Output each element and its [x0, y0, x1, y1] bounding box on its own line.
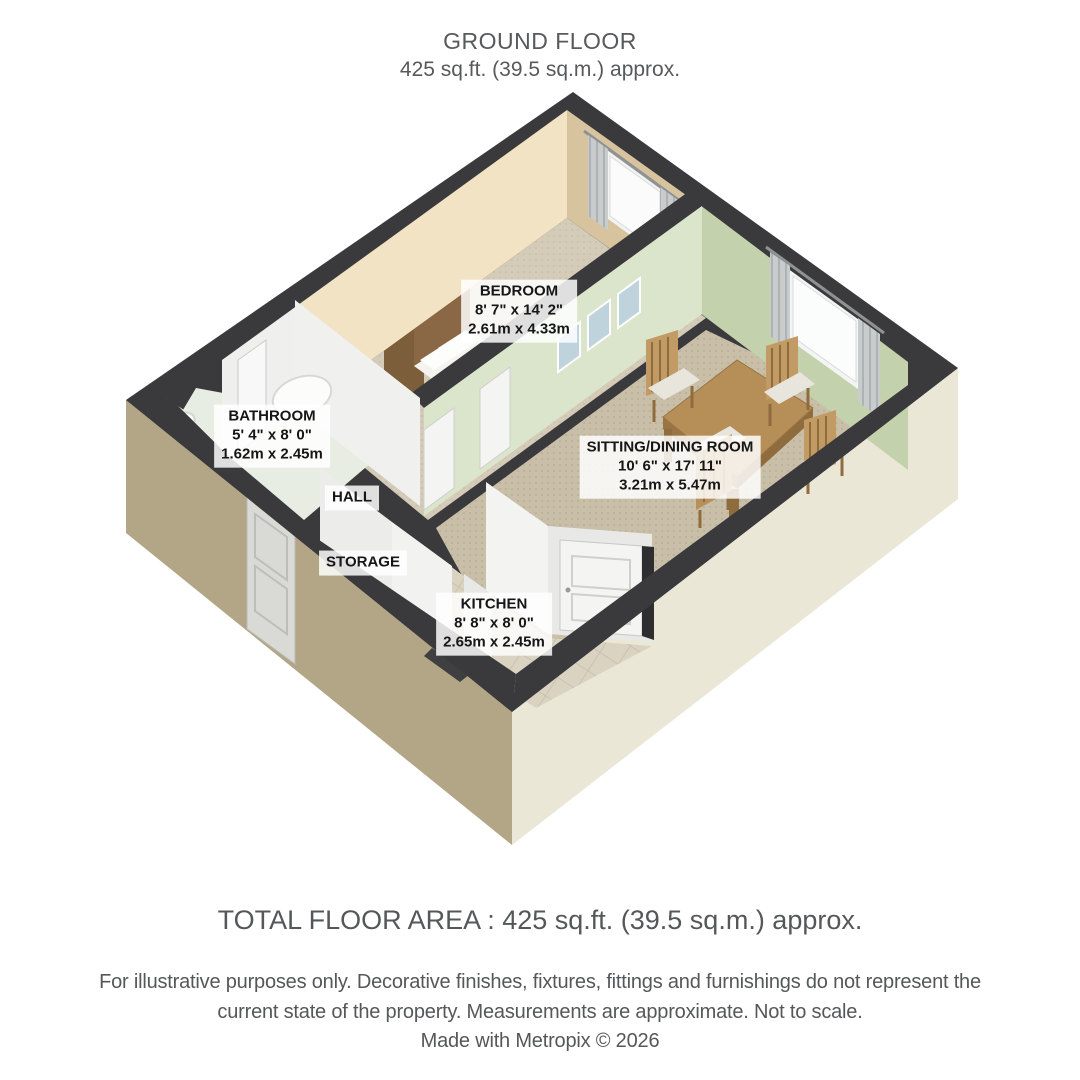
room-label-hall: HALL [325, 486, 379, 511]
metropix-credit: Made with Metropix © 2026 [420, 1030, 660, 1053]
room-label-storage: STORAGE [319, 551, 407, 576]
disclaimer [70, 968, 1010, 1057]
page-title: GROUND FLOOR [443, 28, 637, 54]
room-label-kitchen: KITCHEN 8' 8" x 8' 0" 2.65m x 2.45m [436, 593, 552, 656]
total-floor-area: TOTAL FLOOR AREA : 425 sq.ft. (39.5 sq.m.) approx. [217, 905, 863, 935]
room-label-bathroom: BATHROOM 5' 4" x 8' 0" 1.62m x 2.45m [214, 405, 330, 468]
curtain-left [588, 135, 608, 230]
disclaimer-text: For illustrative purposes only. Decorative finishes, fixtures, fittings and furnishings do not represent the current state of the property. Measurements are approximate. Not to scale. [99, 971, 981, 1023]
page-subtitle: 425 sq.ft. (39.5 sq.m.) approx. [399, 58, 681, 81]
room-label-sitting-dining: SITTING/DINING ROOM 10' 6" x 17' 11" 3.21m x 5.47m [580, 436, 761, 499]
curtain-right [858, 318, 880, 418]
curtain-left [770, 252, 790, 350]
room-label-bedroom: BEDROOM 8' 7" x 14' 2" 2.61m x 4.33m [461, 280, 577, 343]
